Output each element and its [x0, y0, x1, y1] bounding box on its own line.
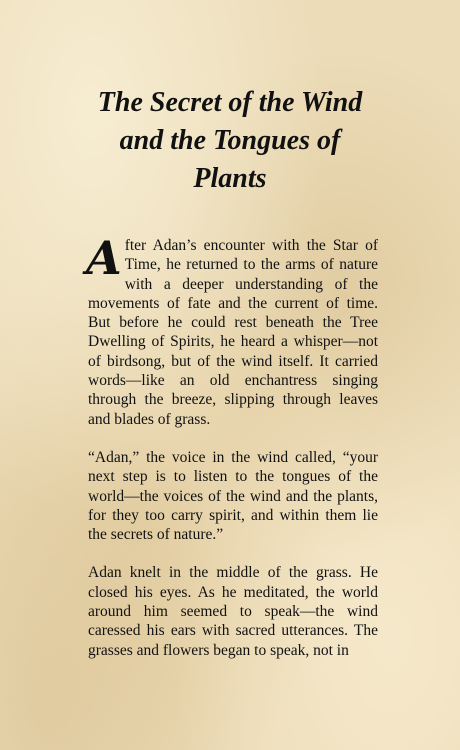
- chapter-title-line-1: The Secret of the Wind: [97, 87, 363, 118]
- paragraph-2: “Adan,” the voice in the wind called, “your next step is to listen to the tongues of the world—the voices of the wind and the plants, for they too carry spirit, and within them lie the secrets of nature.”: [88, 448, 378, 544]
- paragraph-1: [88, 222, 378, 429]
- chapter-title-line-2: and the Tongues of: [119, 125, 341, 156]
- drop-cap: A: [86, 231, 122, 285]
- paragraph-1-text: fter Adan’s encounter with the Star of Time, he returned to the arms of nature with a deeper understanding of the movements of fate and the current of time. But before he could rest beneath the Tree Dwelling of Spirits, he heard a whisper—not of birdsong, but of the wind itself. It carried words—like an old enchantress singing through the breeze, slipping through leaves and blades of grass.: [88, 237, 378, 428]
- chapter-body: [88, 222, 378, 679]
- chapter-title-line-3: Plants: [193, 163, 267, 194]
- paragraph-3: Adan knelt in the middle of the grass. He closed his eyes. As he meditated, the world around him seemed to speak—the wind caressed his ears with sacred utterances. The grasses and flowers began to speak, not in: [88, 564, 378, 659]
- chapter-title: [60, 84, 400, 198]
